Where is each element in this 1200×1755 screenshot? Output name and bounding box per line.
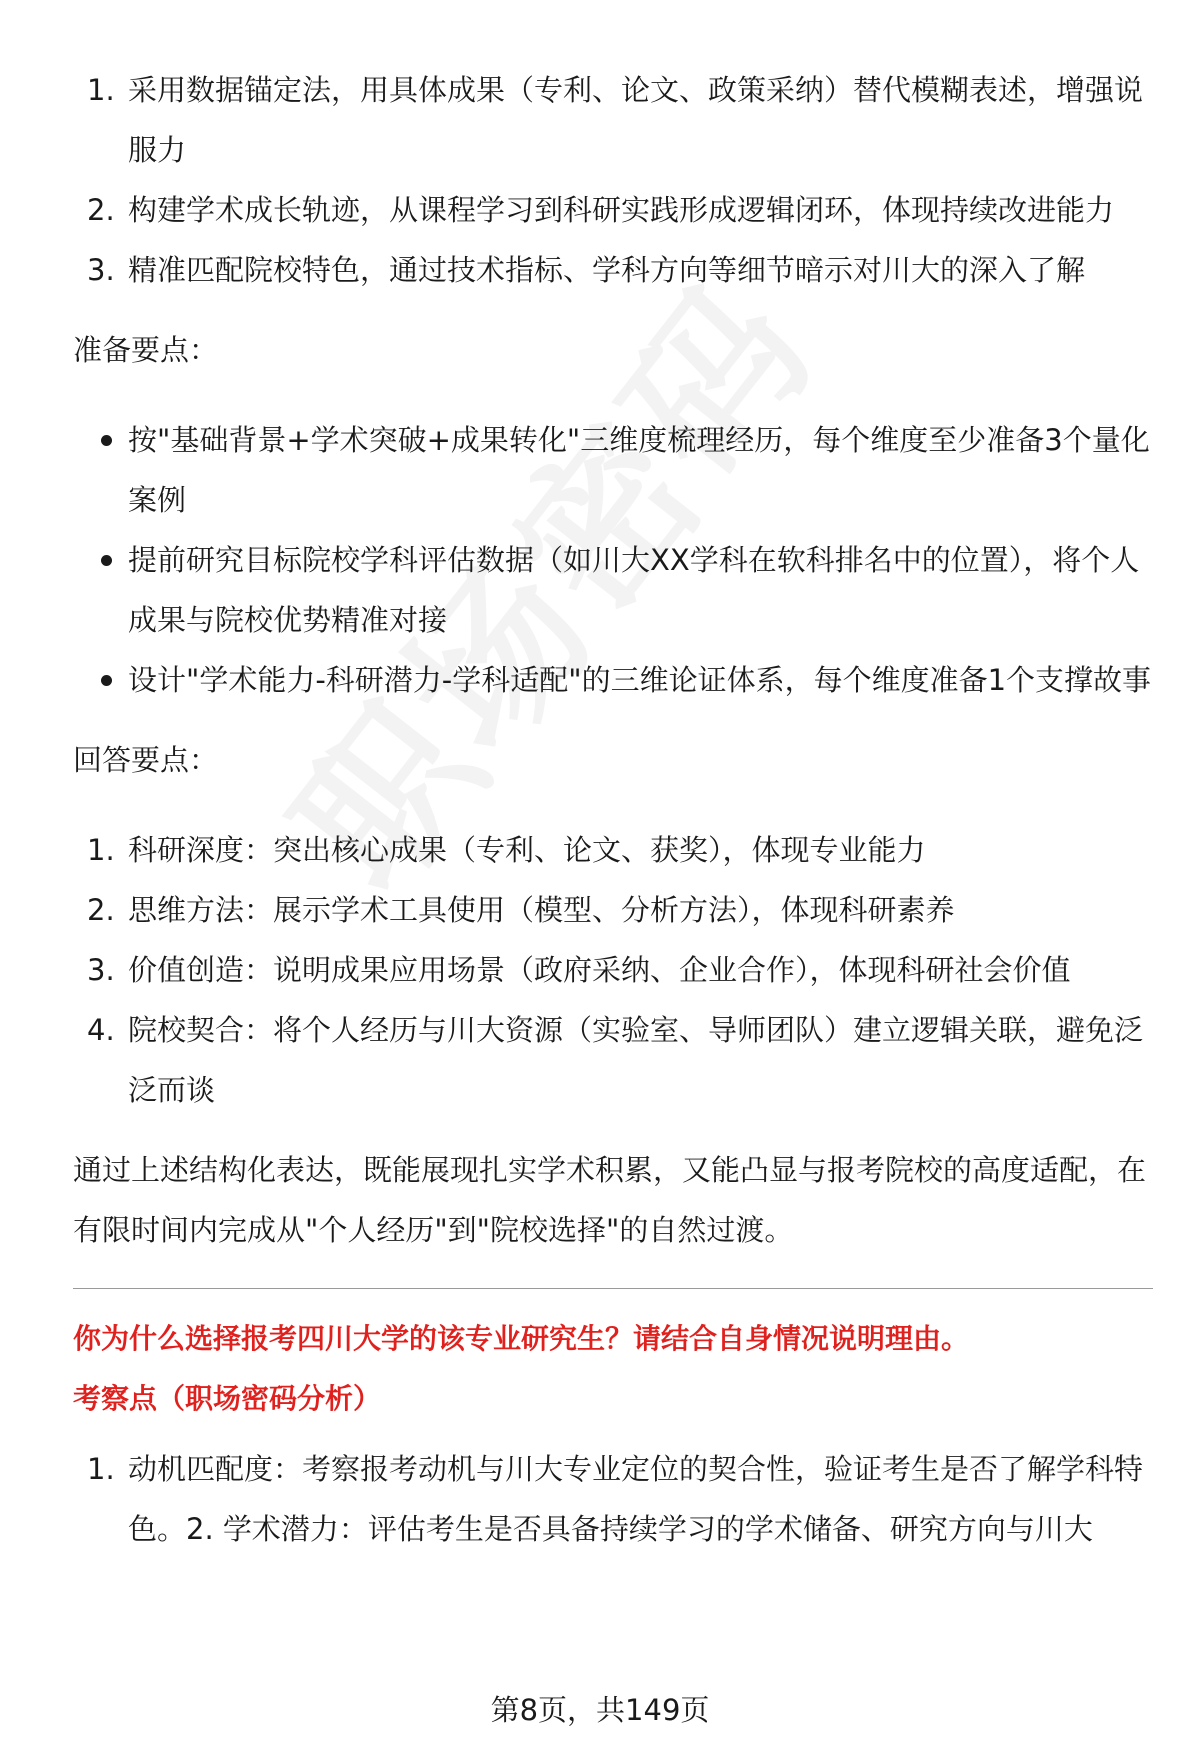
list-number: 1. — [87, 1452, 115, 1486]
list-item — [73, 940, 1153, 1000]
bullet-icon — [101, 435, 112, 446]
bullet-item — [73, 650, 1153, 710]
list-item-text: 精准匹配院校特色，通过技术指标、学科方向等细节暗示对川大的深入了解 — [128, 253, 1086, 287]
bullet-item-text: 按"基础背景+学术突破+成果转化"三维度梳理经历，每个维度至少准备3个量化案例 — [128, 423, 1150, 517]
list-item — [73, 880, 1153, 940]
list-number: 2. — [87, 193, 115, 227]
list-number: 1. — [87, 73, 115, 107]
bullet-item — [73, 530, 1153, 650]
bullet-item — [73, 410, 1153, 530]
answer-list — [73, 820, 1153, 1120]
list-number: 2. — [87, 893, 115, 927]
list-item-text: 构建学术成长轨迹，从课程学习到科研实践形成逻辑闭环，体现持续改进能力 — [128, 193, 1115, 227]
list-number: 3. — [87, 953, 115, 987]
interview-question: 你为什么选择报考四川大学的该专业研究生？请结合自身情况说明理由。 — [73, 1322, 970, 1355]
list-number: 4. — [87, 1013, 115, 1047]
bullet-icon — [101, 555, 112, 566]
list-item — [73, 1000, 1153, 1120]
prep-list — [73, 410, 1153, 710]
page-number-footer: 第8页，共149页 — [490, 1693, 710, 1727]
list-item-text: 价值创造：说明成果应用场景（政府采纳、企业合作），体现科研社会价值 — [128, 953, 1071, 987]
list-item-text: 动机匹配度：考察报考动机与川大专业定位的契合性，验证考生是否了解学科特色。2. 学术潜力：评估考生是否具备持续学习的学术储备、研究方向与川大 — [128, 1452, 1144, 1546]
page-content — [73, 60, 1153, 1559]
list-item-text: 采用数据锚定法，用具体成果（专利、论文、政策采纳）替代模糊表述，增强说服力 — [128, 73, 1144, 167]
list-item-text: 思维方法：展示学术工具使用（模型、分析方法），体现科研素养 — [128, 893, 955, 927]
summary-paragraph: 通过上述结构化表达，既能展现扎实学术积累，又能凸显与报考院校的高度适配，在有限时间内完成从"个人经历"到"院校选择"的自然过渡。 — [73, 1153, 1147, 1247]
list-item-text: 科研深度：突出核心成果（专利、论文、获奖），体现专业能力 — [128, 833, 926, 867]
bullet-item-text: 提前研究目标院校学科评估数据（如川大XX学科在软科排名中的位置），将个人成果与院校优势精准对接 — [128, 543, 1140, 637]
list-item — [73, 240, 1153, 300]
answer-heading: 回答要点： — [73, 743, 219, 777]
prep-heading: 准备要点： — [73, 333, 219, 367]
bullet-item-text: 设计"学术能力-科研潜力-学科适配"的三维论证体系，每个维度准备1个支撑故事 — [128, 663, 1152, 697]
list-item-text: 院校契合：将个人经历与川大资源（实验室、导师团队）建立逻辑关联，避免泛泛而谈 — [128, 1013, 1144, 1107]
list-item — [73, 820, 1153, 880]
list-item — [73, 60, 1153, 180]
list-number: 1. — [87, 833, 115, 867]
list-item — [73, 180, 1153, 240]
list-number: 3. — [87, 253, 115, 287]
list-item — [73, 1439, 1153, 1559]
strategy-list — [73, 60, 1153, 300]
exam-points-list — [73, 1439, 1153, 1559]
exam-points-heading: 考察点（职场密码分析） — [73, 1382, 382, 1415]
bullet-icon — [101, 675, 112, 686]
